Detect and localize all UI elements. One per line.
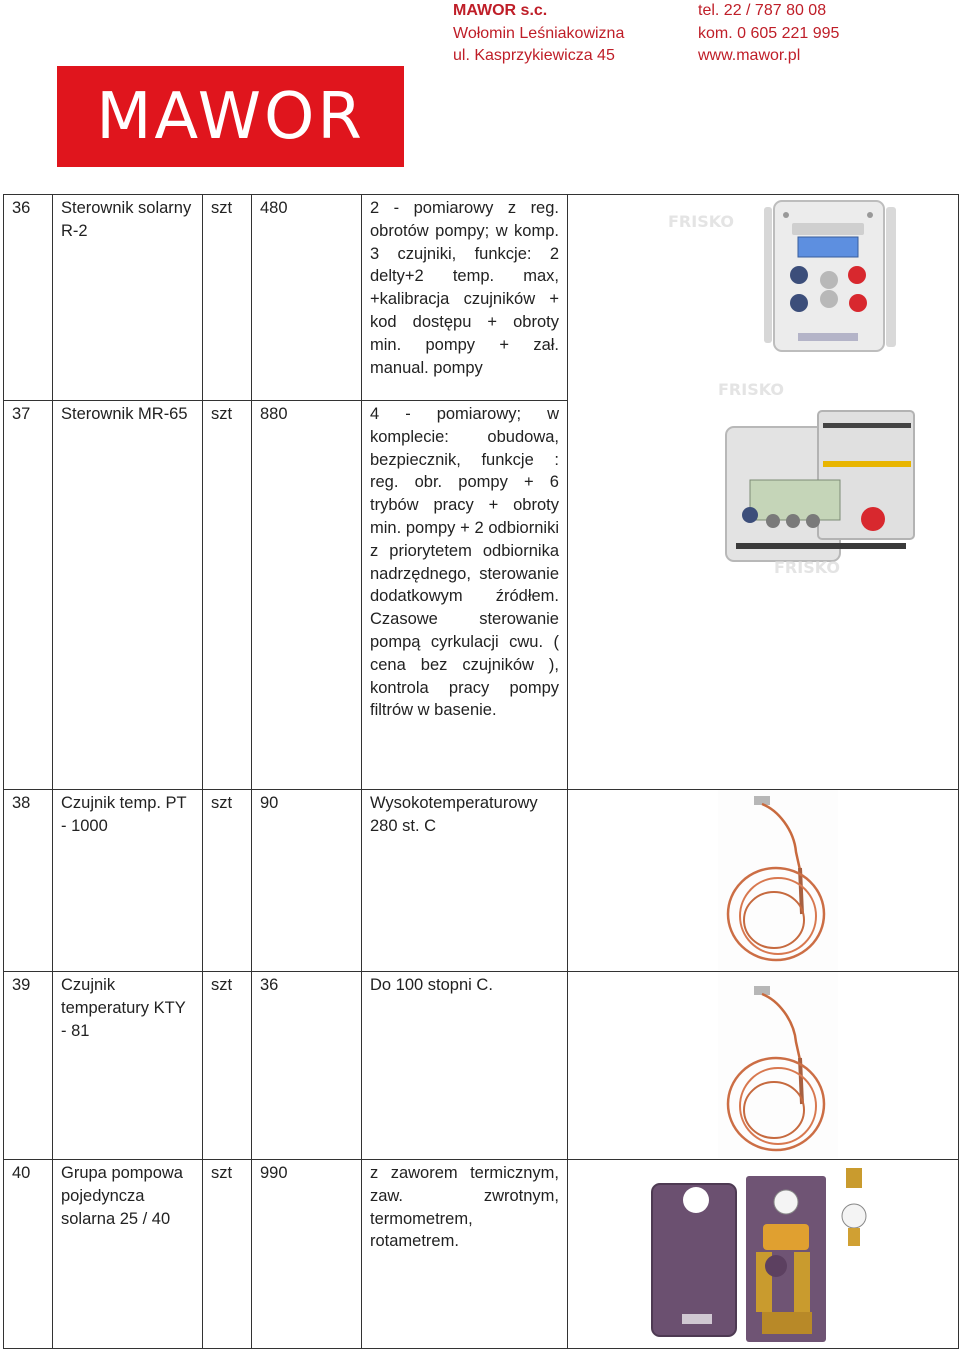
- kty81-sensor-image: [718, 972, 838, 1158]
- frisko-watermark: FRISKO: [774, 558, 841, 577]
- address-line-1: Wołomin Leśniakowizna: [453, 24, 625, 42]
- kty81-image-cell: [568, 972, 959, 1160]
- item-unit: szt: [203, 1160, 252, 1349]
- table-row: [4, 790, 959, 972]
- item-price: 36: [252, 972, 362, 1160]
- logo-text: MAWOR: [96, 79, 365, 154]
- company-name: MAWOR s.c.: [453, 2, 548, 19]
- item-description: Wysokotemperaturowy 280 st. C: [362, 790, 568, 972]
- frisko-watermark: FRISKO: [668, 212, 735, 231]
- item-description: 4 - pomiarowy; w komplecie: obudowa, bezpiecznik, funkcje : reg. obr. pompy + 6 trybów pracy + obroty min. pompy + 2 odbiorniki z priorytetem odbiornika nadrzędnego, sterowanie dodatkowym źródłem. Czasowe sterowanie pompą cyrkulacji cwu. ( cena bez czujników ), kontrola pracy pompy filtrów w basenie.: [362, 401, 568, 790]
- item-unit: szt: [203, 972, 252, 1160]
- item-price: 480: [252, 195, 362, 401]
- item-price: 990: [252, 1160, 362, 1349]
- pump-group-image: [646, 1164, 886, 1344]
- phone-number: tel. 22 / 787 80 08: [698, 2, 827, 19]
- company-address-block: [453, 0, 693, 68]
- pt1000-image-cell: [568, 790, 959, 972]
- item-description: Do 100 stopni C.: [362, 972, 568, 1160]
- item-name: Grupa pompowa pojedyncza solarna 25 / 40: [53, 1160, 203, 1349]
- frisko-watermark: FRISKO: [718, 380, 785, 399]
- item-number: 38: [4, 790, 53, 972]
- mawor-logo: [57, 66, 404, 167]
- item-unit: szt: [203, 401, 252, 790]
- table-row: [4, 972, 959, 1160]
- item-description: z zaworem termicznym, zaw. zwrotnym, termometrem, rotametrem.: [362, 1160, 568, 1349]
- address-line-2: ul. Kasprzykiewicza 45: [453, 47, 615, 64]
- company-contact-block: [698, 0, 918, 68]
- item-number: 39: [4, 972, 53, 1160]
- pt1000-sensor-image: [718, 790, 838, 970]
- item-price: 90: [252, 790, 362, 972]
- website-link[interactable]: www.mawor.pl: [698, 47, 801, 64]
- item-name: Sterownik MR-65: [53, 401, 203, 790]
- table-row: [4, 195, 959, 401]
- item-number: 37: [4, 401, 53, 790]
- pump-group-image-cell: [568, 1160, 959, 1349]
- table-row: [4, 1160, 959, 1349]
- item-name: Sterownik solarny R-2: [53, 195, 203, 401]
- item-name: Czujnik temperatury KTY - 81: [53, 972, 203, 1160]
- product-table: [3, 194, 959, 1349]
- item-name: Czujnik temp. PT - 1000: [53, 790, 203, 972]
- item-description: 2 - pomiarowy z reg. obrotów pompy; w komp. 3 czujniki, funkcje: 2 delty+2 temp. max, +kalibracja czujników + kod dostępu + obroty min. pompy + zał. manual. pompy: [362, 195, 568, 401]
- item-number: 36: [4, 195, 53, 401]
- controllers-image-cell: [568, 195, 959, 790]
- item-number: 40: [4, 1160, 53, 1349]
- item-unit: szt: [203, 790, 252, 972]
- item-unit: szt: [203, 195, 252, 401]
- solar-controller-r2-image: [658, 195, 958, 595]
- mobile-number: kom. 0 605 221 995: [698, 24, 840, 42]
- item-price: 880: [252, 401, 362, 790]
